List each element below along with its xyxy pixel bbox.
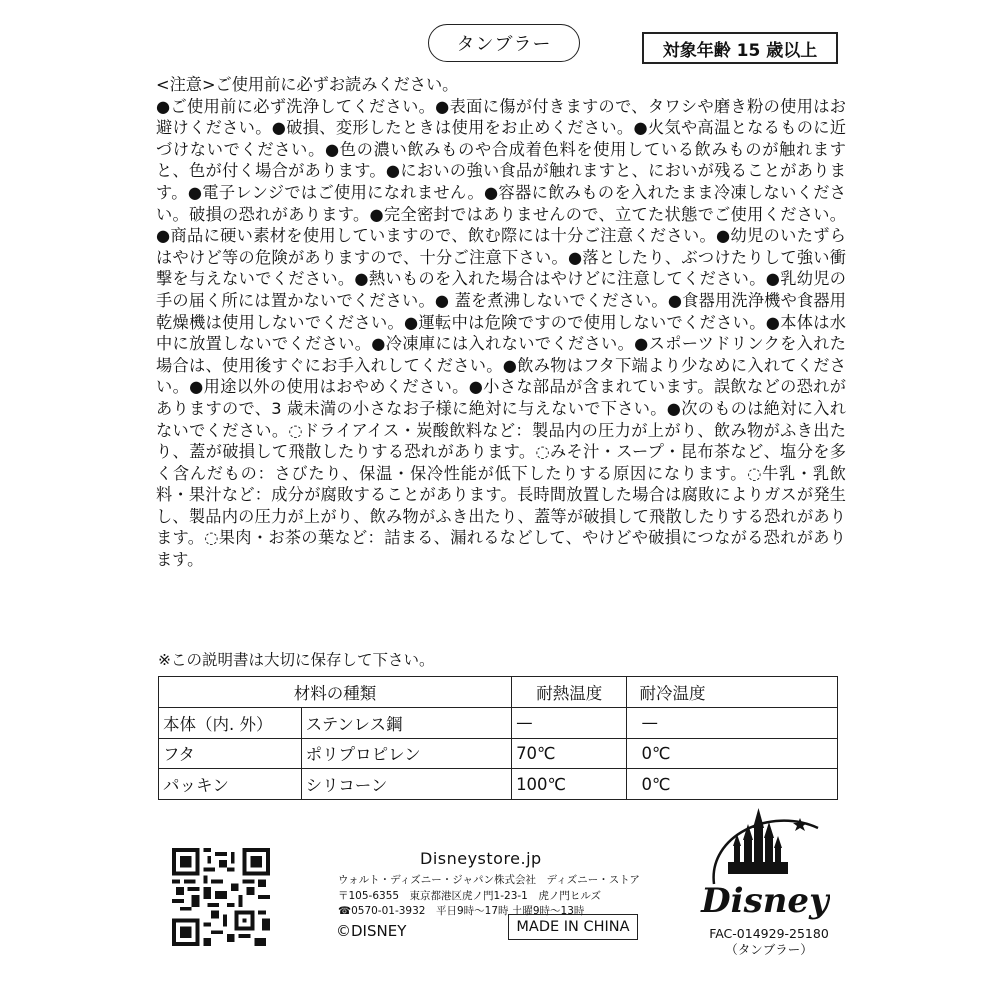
row-material: シリコーン xyxy=(301,769,511,800)
copyright: ©DISNEY xyxy=(336,922,407,940)
product-code-note: （タンブラー） xyxy=(725,942,813,957)
qr-code-icon[interactable] xyxy=(172,848,270,946)
product-code-block xyxy=(694,926,844,958)
row-part: フタ xyxy=(159,738,302,769)
company-info xyxy=(338,873,640,920)
product-code: FAC-014929-25180 xyxy=(709,926,829,941)
made-in-badge: MADE IN CHINA xyxy=(508,914,638,940)
row-material: ステンレス鋼 xyxy=(301,707,511,738)
header-cold-resistance: 耐冷温度 xyxy=(627,677,838,708)
age-rating-box: 対象年齢 15 歳以上 xyxy=(642,32,838,64)
table-header-row xyxy=(159,677,838,708)
row-heat: — xyxy=(512,707,627,738)
store-url[interactable]: Disneystore.jp xyxy=(420,849,542,868)
row-cold: — xyxy=(627,707,838,738)
company-phone: ☎0570-01-3932 平日9時〜17時 土曜9時〜13時 xyxy=(338,905,585,917)
row-cold: 0℃ xyxy=(627,769,838,800)
header-material-type: 材料の種類 xyxy=(159,677,512,708)
row-part: パッキン xyxy=(159,769,302,800)
row-heat: 70℃ xyxy=(512,738,627,769)
row-heat: 100℃ xyxy=(512,769,627,800)
table-row xyxy=(159,769,838,800)
product-label: タンブラー xyxy=(428,24,580,62)
caution-heading: <注意>ご使用前に必ずお読みください。 xyxy=(156,75,459,94)
materials-table xyxy=(158,676,838,800)
disney-castle-logo xyxy=(700,806,830,922)
disney-logo-text: Disney xyxy=(701,881,829,921)
keep-instructions-notice: ※この説明書は大切に保存して下さい。 xyxy=(158,651,435,669)
company-name: ウォルト・ディズニー・ジャパン株式会社 ディズニー・ストア xyxy=(338,874,640,886)
table-row xyxy=(159,707,838,738)
company-address: 〒105-6355 東京都港区虎ノ門1-23-1 虎ノ門ヒルズ xyxy=(338,889,602,902)
row-material: ポリプロピレン xyxy=(301,738,511,769)
header-heat-resistance: 耐熱温度 xyxy=(512,677,627,708)
row-part: 本体（内. 外） xyxy=(159,707,302,738)
table-row xyxy=(159,738,838,769)
caution-body: ●ご使用前に必ず洗浄してください。●表面に傷が付きますので、タワシや磨き粉の使用はお避けください。●破損、変形したときは使用をお止めください。●火気や高温となるものに近づけないでください。●色の濃い飲みものや合成着色料を使用している飲みものが触れますと、色が付く場合があります。●においの強い食品が触れますと、においが残ることがあります。●電子レンジではご使用になれません。●容器に飲みものを入れたまま冷凍しないください。破損の恐れがあります。●完全密封ではありませんので、立てた状態でご使用ください。●商品に硬い素材を使用していますので、飲む際には十分ご注意ください。●幼児のいたずらはやけど等の危険がありますので、十分ご注意下さい。●落としたり、ぶつけたりして強い衝撃を与えないでください。●熱いものを入れた場合はやけどに注意してください。●乳幼児の手の届く所には置かないでください。● 蓋を煮沸しないでください。●食器用洗浄機や食器用乾燥機は使用しないでください。●運転中は危険ですので使用しないでください。●本体は水中に放置しないでください。●冷凍庫には入れないでください。●スポーツドリンクを入れた場合は、使用後すぐにお手入れしてください。●飲み物はフタ下端より少なめに入れてください。●用途以外の使用はおやめください。●小さな部品が含まれています。誤飲などの恐れがありますので、3 歳未満の小さなお子様に絶対に与えないで下さい。●次のものは絶対に入れないでください。◌ドライアイス・炭酸飲料など：製品内の圧力が上がり、飲み物がふき出たり、蓋が破損して飛散したりする恐れがあります。◌みそ汁・スープ・昆布茶など、塩分を多く含んだもの：さびたり、保温・保冷性能が低下したりする原因になります。◌牛乳・乳飲料・果汁など：成分が腐敗することがあります。長時間放置した場合は腐敗によりガスが発生し、製品内の圧力が上がり、飲み物がふき出たり、蓋等が破損して飛散したりする恐れがあります。◌果肉・お茶の葉など：詰まる、漏れるなどして、やけどや破損につながる恐れがあります。 xyxy=(156,96,846,570)
row-cold: 0℃ xyxy=(627,738,838,769)
caution-notes xyxy=(156,74,846,571)
